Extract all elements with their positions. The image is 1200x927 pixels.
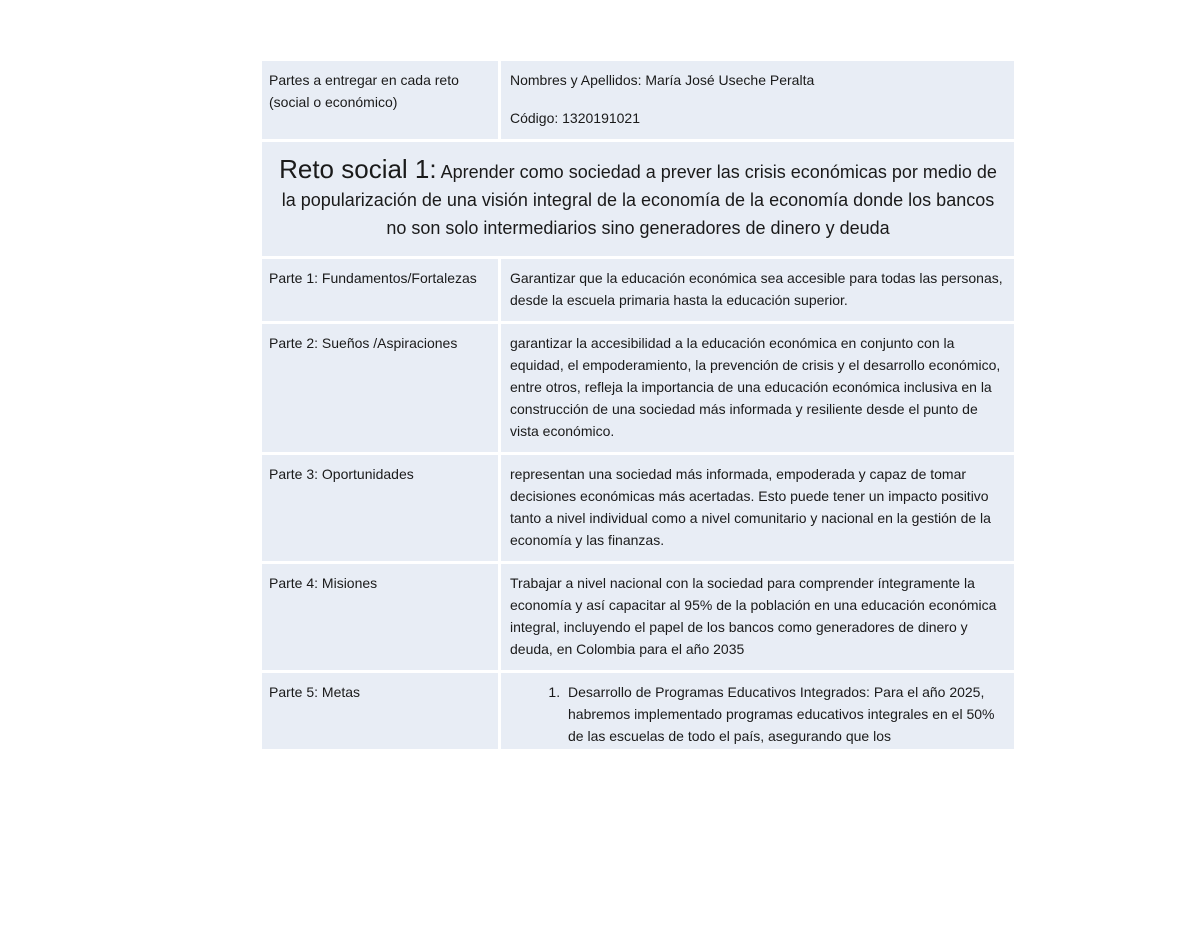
table-row (262, 324, 1014, 455)
table-row (262, 673, 1014, 752)
row-text: Trabajar a nivel nacional con la sociedad para comprender íntegramente la economía y así capacitar al 95% de la población en una educación económica integral, incluyendo el papel de los bancos como generadores de dinero y deuda, en Colombia para el año 2035 (510, 575, 997, 657)
title-cell (262, 142, 1014, 259)
header-row (262, 61, 1014, 142)
header-right-cell (501, 61, 1014, 142)
challenge-title-text: Aprender como sociedad a prever las crisis económicas por medio de la popularización de una visión integral de la economía de la economía donde los bancos no son solo intermediarios sino generadores de dinero y deuda (281, 162, 997, 238)
row-text: Garantizar que la educación económica sea accesible para todas las personas, desde la escuela primaria hasta la educación superior. (510, 270, 1003, 308)
challenge-table (262, 61, 1014, 752)
header-left-cell (262, 61, 501, 142)
table-row (262, 259, 1014, 324)
table-row (262, 564, 1014, 673)
list-item: 1. Desarrollo de Programas Educativos Integrados: Para el año 2025, habremos implementado programas educativos integrales en el 50% de las escuelas de todo el país, asegurando que los (564, 681, 1004, 747)
row-text: representan una sociedad más informada, empoderada y capaz de tomar decisiones económicas más acertadas. Esto puede tener un impacto positivo tanto a nivel individual como a nivel comunitario y nacional en la gestión de la economía y las finanzas. (510, 466, 991, 548)
row-label: Parte 5: Metas (269, 684, 361, 700)
row-label: Parte 4: Misiones (269, 575, 378, 591)
row-label: Parte 2: Sueños /Aspiraciones (269, 335, 458, 351)
table-row (262, 455, 1014, 564)
student-name: Nombres y Apellidos: María José Useche Peralta (510, 72, 815, 88)
deliverables-label: Partes a entregar en cada reto (social o económico) (269, 72, 459, 110)
row-label: Parte 3: Oportunidades (269, 466, 414, 482)
challenge-title-lead: Reto social 1: (279, 154, 437, 184)
row-text: garantizar la accesibilidad a la educación económica en conjunto con la equidad, el empoderamiento, la prevención de crisis y el desarrollo económico, entre otros, refleja la importancia de una educación económica inclusiva en la construcción de una sociedad más informada y resiliente desde el punto de vista económico. (510, 335, 1001, 439)
goals-list (510, 681, 1004, 747)
row-label: Parte 1: Fundamentos/Fortalezas (269, 270, 477, 286)
student-code: Código: 1320191021 (510, 110, 641, 126)
title-row (262, 142, 1014, 259)
